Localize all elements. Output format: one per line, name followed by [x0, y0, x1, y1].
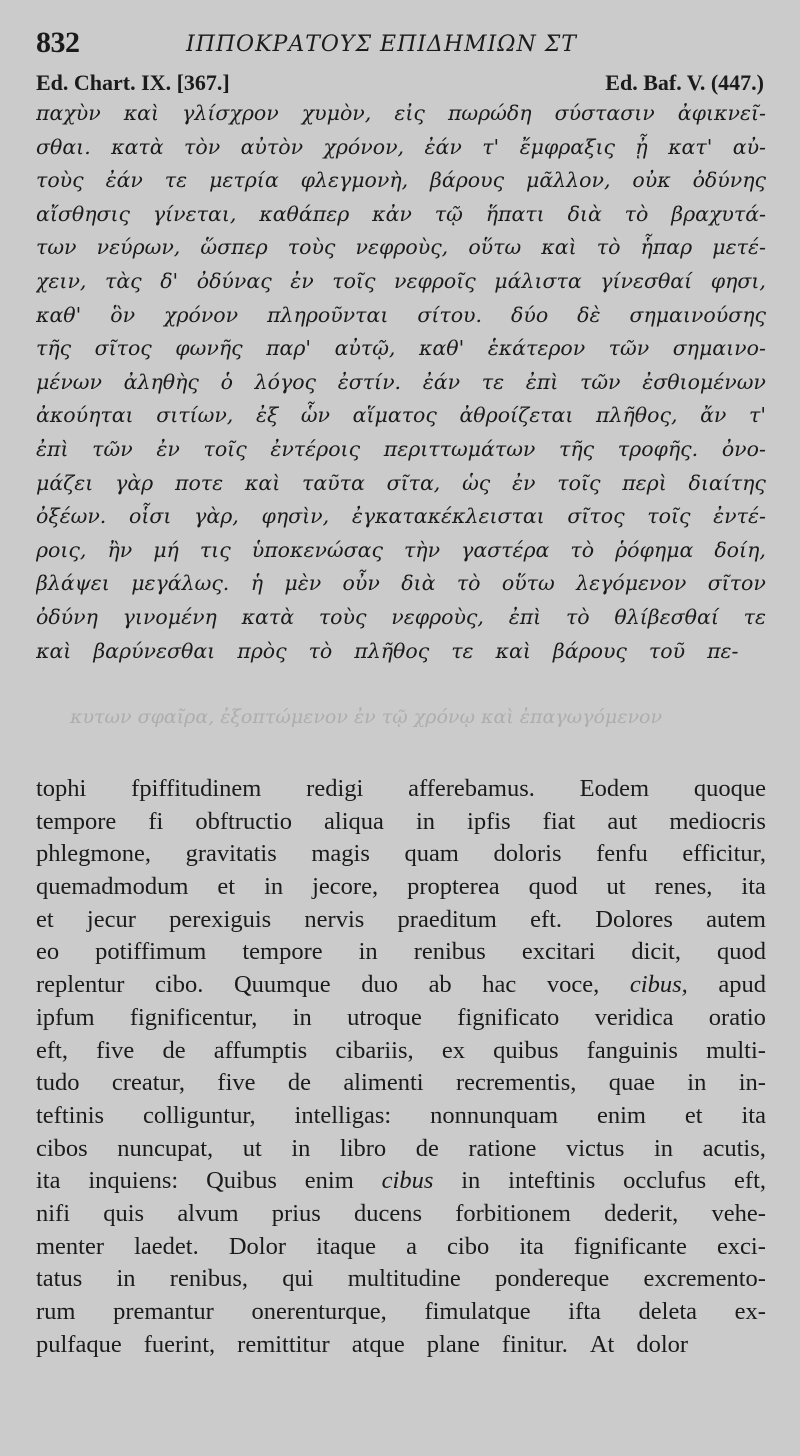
greek-text-line: τοὺς ἐάν τε μετρία φλεγμονὴ, βάρους μᾶλλον, οὐκ ὀδύνης: [36, 168, 766, 193]
latin-text-line: teftinis colliguntur, intelligas: nonnunquam enim et ita: [36, 1101, 766, 1129]
latin-text-line: phlegmone, gravitatis magis quam doloris fenfu efficitur,: [36, 840, 766, 868]
greek-text-line: ὀξέων. οἷσι γὰρ, φησὶν, ἐγκατακέκλεισται σῖτος τοῖς ἐντέ-: [36, 504, 766, 529]
greek-text-line: ἀκούηται σιτίων, ἐξ ὧν αἵματος ἀθροίζεται πλῆθος, ἄν τ': [36, 403, 766, 428]
edition-basel-reference: Ed. Baf. V. (447.): [605, 70, 764, 95]
latin-text-line: tophi fpiffitudinem redigi afferebamus. Eodem quoque: [36, 775, 766, 802]
latin-text-line: nifi quis alvum prius ducens forbitionem dederit, vehe-: [36, 1199, 766, 1227]
greek-text-line: ὀδύνη γινομένη κατὰ τοὺς νεφροὺς, ἐπὶ τὸ θλίβεσθαί τε: [36, 604, 766, 629]
greek-text-line: ἐπὶ τῶν ἐν τοῖς ἐντέροις περιττωμάτων τῆς τροφῆς. ὀνο-: [36, 436, 766, 461]
greek-text-line: καὶ βαρύνεσθαι πρὸς τὸ πλῆθος τε καὶ βάρους τοῦ πε-: [36, 638, 739, 663]
latin-text-line: pulfaque fuerint, remittitur atque plane finitur. At dolor: [36, 1330, 689, 1358]
latin-text-block: [36, 773, 766, 1361]
latin-text-line: tatus in renibus, qui multitudine pondereque excremento-: [36, 1265, 766, 1293]
latin-text-line: replentur cibo. Quumque duo ab hac voce, cibus, apud: [36, 971, 766, 999]
greek-text-line: μάζει γὰρ ποτε καὶ ταῦτα σῖτα, ὡς ἐν τοῖς περὶ διαίτης: [36, 470, 766, 495]
latin-text-line: menter laedet. Dolor itaque a cibo ita fignificante exci-: [36, 1232, 766, 1260]
latin-text-line: et jecur perexiguis nervis praeditum eft. Dolores autem: [36, 905, 766, 933]
greek-text-line: αἴσθησις γίνεται, καθάπερ κἀν τῷ ἥπατι διὰ τὸ βραχυτά-: [36, 201, 766, 226]
latin-text-line: ita inquiens: Quibus enim cibus in inteftinis occlufus eft,: [36, 1167, 766, 1195]
greek-text-line: καθ' ὃν χρόνον πληροῦνται σίτου. δύο δὲ σημαινούσης: [36, 302, 766, 327]
greek-text-line: ροις, ἢν μή τις ὑποκενώσας τὴν γαστέρα τὸ ῥόφημα δοίη,: [36, 537, 766, 562]
greek-text-block: [36, 97, 766, 668]
page-number: 832: [36, 26, 80, 59]
greek-text-line: βλάψει μεγάλως. ἡ μὲν οὖν διὰ τὸ οὕτω λεγόμενον σῖτον: [36, 571, 766, 596]
latin-text-line: tudo creatur, five de alimenti recrementis, quae in in-: [36, 1069, 766, 1097]
show-through-text: κυτων σφαῖρα, ἐξοπτώμενον ἐν τῷ χρόνῳ καὶ ἐπαγωγόμενον: [70, 706, 663, 728]
latin-text-line: tempore fi obftructio aliqua in ipfis fiat aut mediocris: [36, 807, 766, 835]
latin-text-line: eo potiffimum tempore in renibus excitari dicit, quod: [36, 938, 766, 966]
latin-text-line: ipfum fignificentur, in utroque fignificato veridica oratio: [36, 1003, 766, 1031]
latin-text-line: rum premantur onerenturque, fimulatque ifta deleta ex-: [36, 1298, 766, 1325]
greek-text-line: σθαι. κατὰ τὸν αὐτὸν χρόνον, ἐάν τ' ἔμφραξις ᾖ κατ' αὐ-: [36, 134, 766, 159]
edition-reference-line: [36, 70, 766, 98]
edition-chart-reference: Ed. Chart. IX. [367.]: [36, 70, 230, 95]
latin-text-line: eft, five de affumptis cibariis, ex quibus fanguinis multi-: [36, 1036, 766, 1064]
latin-text-line: cibos nuncupat, ut in libro de ratione victus in acutis,: [36, 1134, 766, 1162]
greek-text-line: μένων ἀληθὴς ὁ λόγος ἐστίν. ἐάν τε ἐπὶ τῶν ἐσθιομένων: [36, 369, 766, 394]
greek-text-line: χειν, τὰς δ' ὀδύνας ἐν τοῖς νεφροῖς μάλιστα γίνεσθαί φησι,: [36, 268, 766, 293]
greek-text-line: των νεύρων, ὥσπερ τοὺς νεφροὺς, οὕτω καὶ τὸ ἧπαρ μετέ-: [36, 235, 766, 260]
running-title: ΙΠΠΟΚΡΑΤΟΥΣ ΕΠΙΔΗΜΙΩΝ ΣΤ: [186, 32, 577, 57]
latin-text-line: quemadmodum et in jecore, propterea quod ut renes, ita: [36, 873, 766, 901]
greek-text-line: παχὺν καὶ γλίσχρον χυμὸν, εἰς πωρώδη σύστασιν ἀφικνεῖ-: [36, 101, 766, 125]
greek-text-line: τῆς σῖτος φωνῆς παρ' αὐτῷ, καθ' ἑκάτερον τῶν σημαινο-: [36, 336, 766, 361]
page-header: [36, 26, 766, 66]
